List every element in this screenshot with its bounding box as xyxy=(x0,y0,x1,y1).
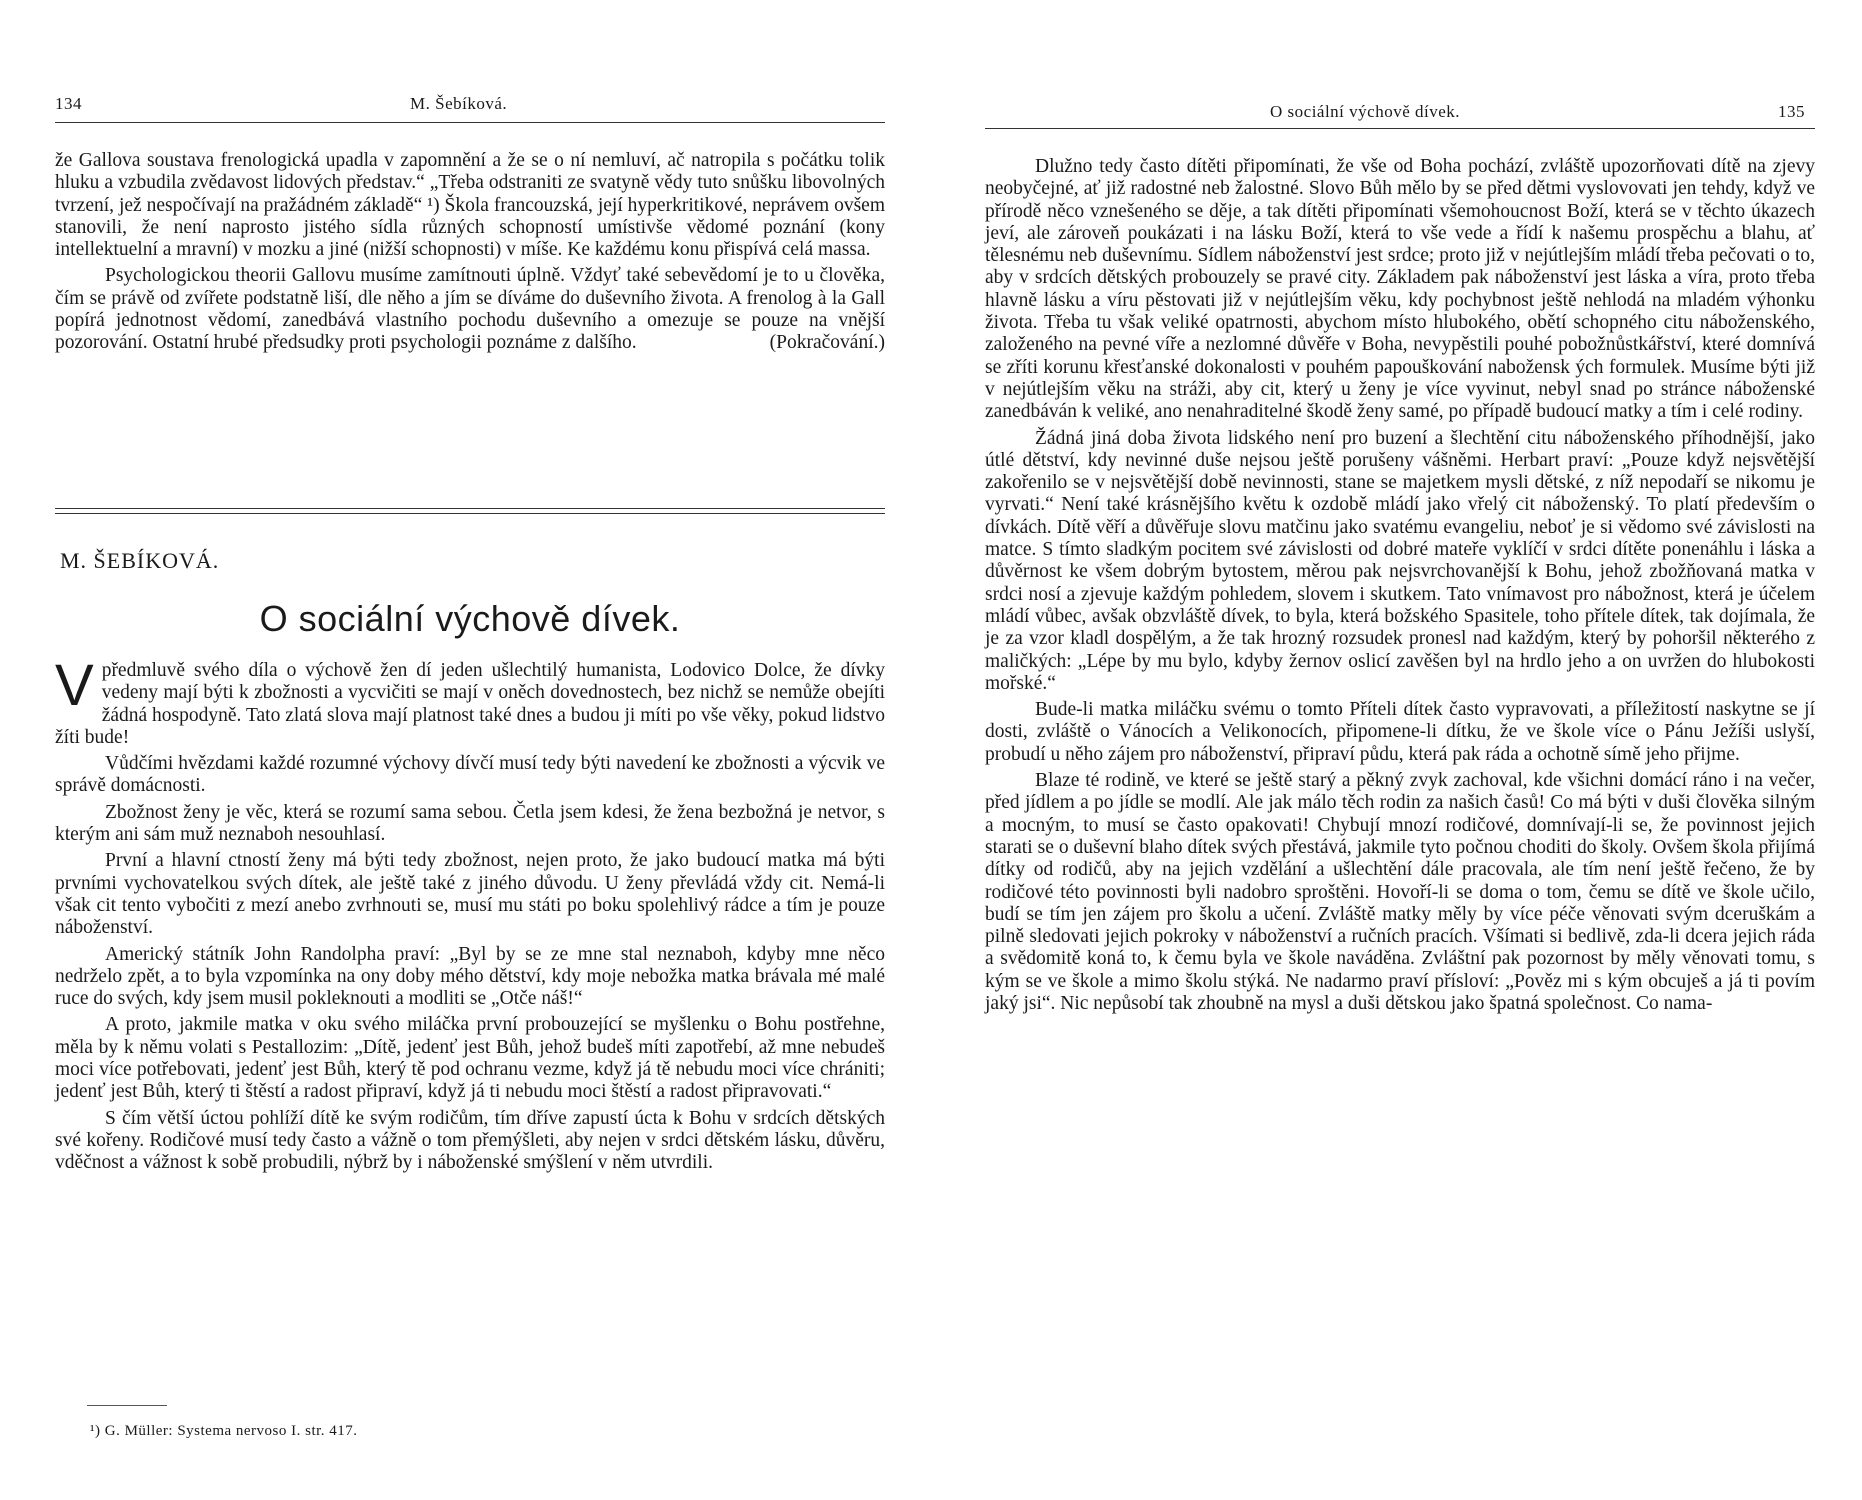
paragraph: že Gallova soustava frenologická upadla v zapomnění a že se o ní nemluví, ač natropila s počátku tolik hluku a vzbudila zvědavost lidových představ.“ „Třeba odstraniti ze svatyně vědy tuto snůšku libovolných tvrzení, jež nespočívají na pražádném základě“ ¹) Škola francouzská, její hyperkritikové, neprávem ovšem stanovili, že není naprosto jistého sídla různých schopností umístivše vědomé poznání (kony intellektuelní a mravní) v mozku a jiné (nižší schopnosti) v míše. Ke každému konu přispívá celá massa. xyxy=(55,150,885,261)
paragraph: Vůdčími hvězdami každé rozumné výchovy dívčí musí tedy býti navedení ke zbožnosti a výcvik ve správě domácnosti. xyxy=(55,753,885,797)
header-rule xyxy=(55,122,885,123)
article-text xyxy=(55,653,885,1179)
paragraph: První a hlavní ctností ženy má býti tedy zbožnost, nejen proto, že jako budoucí matka má býti prvními vychovatelkou svých dítek, ale ještě také z jiného důvodu. U ženy převládá vždy cit. Nemá-li však cit tento vybočiti z mezí anebo zvrhnouti se, musí mu státi po boku spolehlivý rádce a tím je pouze náboženství. xyxy=(55,850,885,939)
right-running-head xyxy=(985,94,1815,124)
drop-cap: V xyxy=(55,653,94,718)
footnote-rule xyxy=(87,1405,167,1406)
paragraph: A proto, jakmile matka v oku svého miláčka první probouzející se myšlenku o Bohu postřehne, měla by k němu volati s Pestallozim: „Dítě, jedenť jest Bůh, jehož budeš míti zapotřebí, až mne nebudeš moci více potřebovati, jedenť jest Bůh, který tě pod ochranu vezme, když já tě nebudu moci více chrániti; jedenť jest Bůh, který ti štěstí a radost připraví, když já ti nebudu moci štěstí a radost připravovati.“ xyxy=(55,1014,885,1103)
paragraph-text: předmluvě svého díla o výchově žen dí jeden ušlechtilý humanista, Lodovico Dolce, že dívky vedeny mají býti k zbožnosti a vycvičiti se mají v oněch dovednostech, bez nichž se nemůže obejíti žádná hospodyně. Tato zlatá slova mají platnost také dnes a budou ji míti po vše věky, pokud lidstvo žíti bude! xyxy=(55,660,885,748)
paragraph: Žádná jiná doba života lidského není pro buzení a šlechtění citu náboženského příhodnější, jako útlé dětství, kdy nevinné duše nejsou ještě porušeny vášněmi. Herbart praví: „Pouze když nejsvětější zakořenilo se v nejsvětější době nevinnosti, stane se majetkem mysli dětské, z níž nepodaří se nikomu je vyrvati.“ Není také krásnějšího květu k ozdobě mládí jako vřelý cit náboženský. To platí především o dívkách. Dítě věří a důvěřuje slovu matčinu jako svatému evangeliu, neboť je si vědomo své závislosti na matce. S tímto sladkým pocitem své závislosti od dobré mateře vyklíčí v srdci dítěte ponenáhlu i láska a důvěrnost ke všem dobrým bytostem, měrou pak nejsvrchovanější k Bohu, jehož zbožňovaná matka v srdci nosí a zjevuje každým pohledem, slovem i skutkem. Tato vnímavost pro nábožnost, která je účelem mládí vůbec, avšak obzvláště dívek, to byla, která božského Spasitele, toho přítele dítek, tak dojímala, že je za vzor kladl dospělým, a že tak hrozný rozsudek pronesl nad každým, který by pohoršil některého z maličkých: „Lépe by mu bylo, kdyby žernov oslicí zavěšen byl na hrdlo jeho a on uvržen do hlubokosti mořské.“ xyxy=(985,427,1815,694)
article-text-continued xyxy=(985,156,1815,1019)
paragraph xyxy=(55,265,885,354)
footnote: ¹) G. Müller: Systema nervoso I. str. 417. xyxy=(90,1423,358,1439)
right-page xyxy=(985,0,1815,1500)
page-number: 134 xyxy=(55,94,82,113)
article-author: M. ŠEBÍKOVÁ. xyxy=(60,548,220,573)
paragraph: Blaze té rodině, ve které se ještě starý a pěkný zvyk zachoval, kde všichni domácí ráno i na večer, před jídlem a po jídle se modlí. Ale jak málo těch rodin za našich časů! Co má býti v duši člověka silným a mocným, to musí se často opakovati! Chybují mnozí rodičové, domnívají-li se, že povinnost jejich starati se o duševní blaho dítek svých přestává, jakmile tyto počnou choditi do školy. Ovšem škola přijímá dítky od rodičů, aby na jejich vzdělání a ušlechtění dále pracovala, ale tím není ještě řečeno, že by rodičové této povinnosti byli nadobro sproštěni. Hovoří-li se doma o tom, čemu se dítě ve škole učilo, budí se tím jen zájem pro školu a učení. Zvláště matky měly by více péče věnovati svým dceruškám a pilně sledovati jejich pokroky v náboženství a ručních pracích. Všímati si bedlivě, zda-li dcera jejich ráda a svědomitě koná to, k čemu byla ve škole naváděna. Zvláštní pak pozornost by měly věnovati tomu, s kým se ve škole a mimo školu stýká. Ne nadarmo praví přísloví: „Pověz mi s kým obcuješ a já ti povím jaký jsi“. Nic nepůsobí tak zhoubně na mysl a duši dětskou jako špatná společnost. Co nama- xyxy=(985,770,1815,1014)
paragraph: Zbožnost ženy je věc, která se rozumí sama sebou. Četla jsem kdesi, že žena bezbožná je netvor, s kterým ani sám muž neznaboh nesouhlasí. xyxy=(55,801,885,846)
page-number: 135 xyxy=(1778,102,1805,121)
left-page xyxy=(55,0,885,1500)
running-title: O sociální výchově dívek. xyxy=(1270,102,1461,121)
paragraph xyxy=(55,653,885,749)
paragraph: S čím větší úctou pohlíží dítě ke svým rodičům, tím dříve zapustí úcta k Bohu v srdcích dětských své kořeny. Rodičové musí tedy často a vážně o tom přemýšleti, aby nejen v srdci dětském lásku, důvěru, vděčnost a vážnost k sobě probudili, nýbrž by i náboženské smýšlení v něm utvrdili. xyxy=(55,1107,885,1174)
header-rule xyxy=(985,128,1815,129)
paragraph: Americký státník John Randolpha praví: „Byl by se ze mne stal neznaboh, kdyby mne něco nedrželo zpět, a to byla vzpomínka na ony doby mého dětství, kdy moje nebožka matka brávala mé malé ruce do svých, kdy jsem musil pokleknouti a modliti se „Otče náš!“ xyxy=(55,943,885,1010)
continuation-note: (Pokračování.) xyxy=(769,332,885,354)
continuation-text xyxy=(55,150,885,359)
section-divider xyxy=(55,508,885,518)
article-title: O sociální výchově dívek. xyxy=(259,598,681,639)
left-running-head xyxy=(55,94,885,124)
paragraph: Dlužno tedy často dítěti připomínati, že vše od Boha pochází, zvláště upozorňovati dítě na zjevy neobyčejné, ať již radostné neb žalostné. Slovo Bůh mělo by se před dětmi vyslovovati jen tehdy, když ve přírodě něco vznešeného se děje, a tak dítěti připomínati všemohoucnost Boží, která se v těchto úkazech jeví, ale zároveň poukázati i na lásku Boží, která to vše vede a řídí k našemu prospěchu a blahu, ať tělesnému neb duševnímu. Sídlem náboženství jest srdce; proto již v nejútlejším mládí třeba pečovati o to, aby v srdcích dětských probouzely se pravé city. Základem pak náboženství jest láska a víra, proto třeba hlavně lásku a víru pěstovati již v nejútlejším věku, kdy pochybnost ještě nehlodá na mladém výhonku života. Třeba tu však veliké opatrnosti, abychom místo hlubokého, obětí schopného citu náboženského, založeného na pevné víře a nezlomné důvěře v Boha, nevypěstili pouhé pobožnůstkářství, které domnívá se zříti korunu křesťanské dokonalosti v pouhém papouškování nabožensk ých formulek. Musíme býti již v nejútlejším věku na stráži, aby cit, který u ženy je více vyvinut, nebyl snad po stránce náboženské zanedbáván k veliké, ano nenahraditelné škodě ženy samé, po případě budoucí matky a tím i celé rodiny. xyxy=(985,156,1815,423)
paragraph-text: Psychologickou theorii Gallovu musíme zamítnouti úplně. Vždyť také sebevědomí je to u člověka, čím se právě od zvířete podstatně liší, dle něho a jím se díváme do duševního života. A frenolog à la Gall popírá jednotnost vědomí, zanedbává vlastního pochodu duševního a omezuje se pouze na vnější pozorování. Ostatní hrubé předsudky proti psychologii poznáme z dalšího. xyxy=(55,265,885,354)
running-title: M. Šebíková. xyxy=(410,94,508,113)
paragraph: Bude-li matka miláčku svému o tomto Příteli dítek často vypravovati, a příležitostí naskytne se jí dosti, zvláště o Vánocích a Velikonocích, připomene-li dítku, že ve škole více o Pánu Ježíši uslyší, probudí u něho zájem pro náboženství, připraví půdu, která pak ráda a ochotně símě jeho přijme. xyxy=(985,699,1815,765)
